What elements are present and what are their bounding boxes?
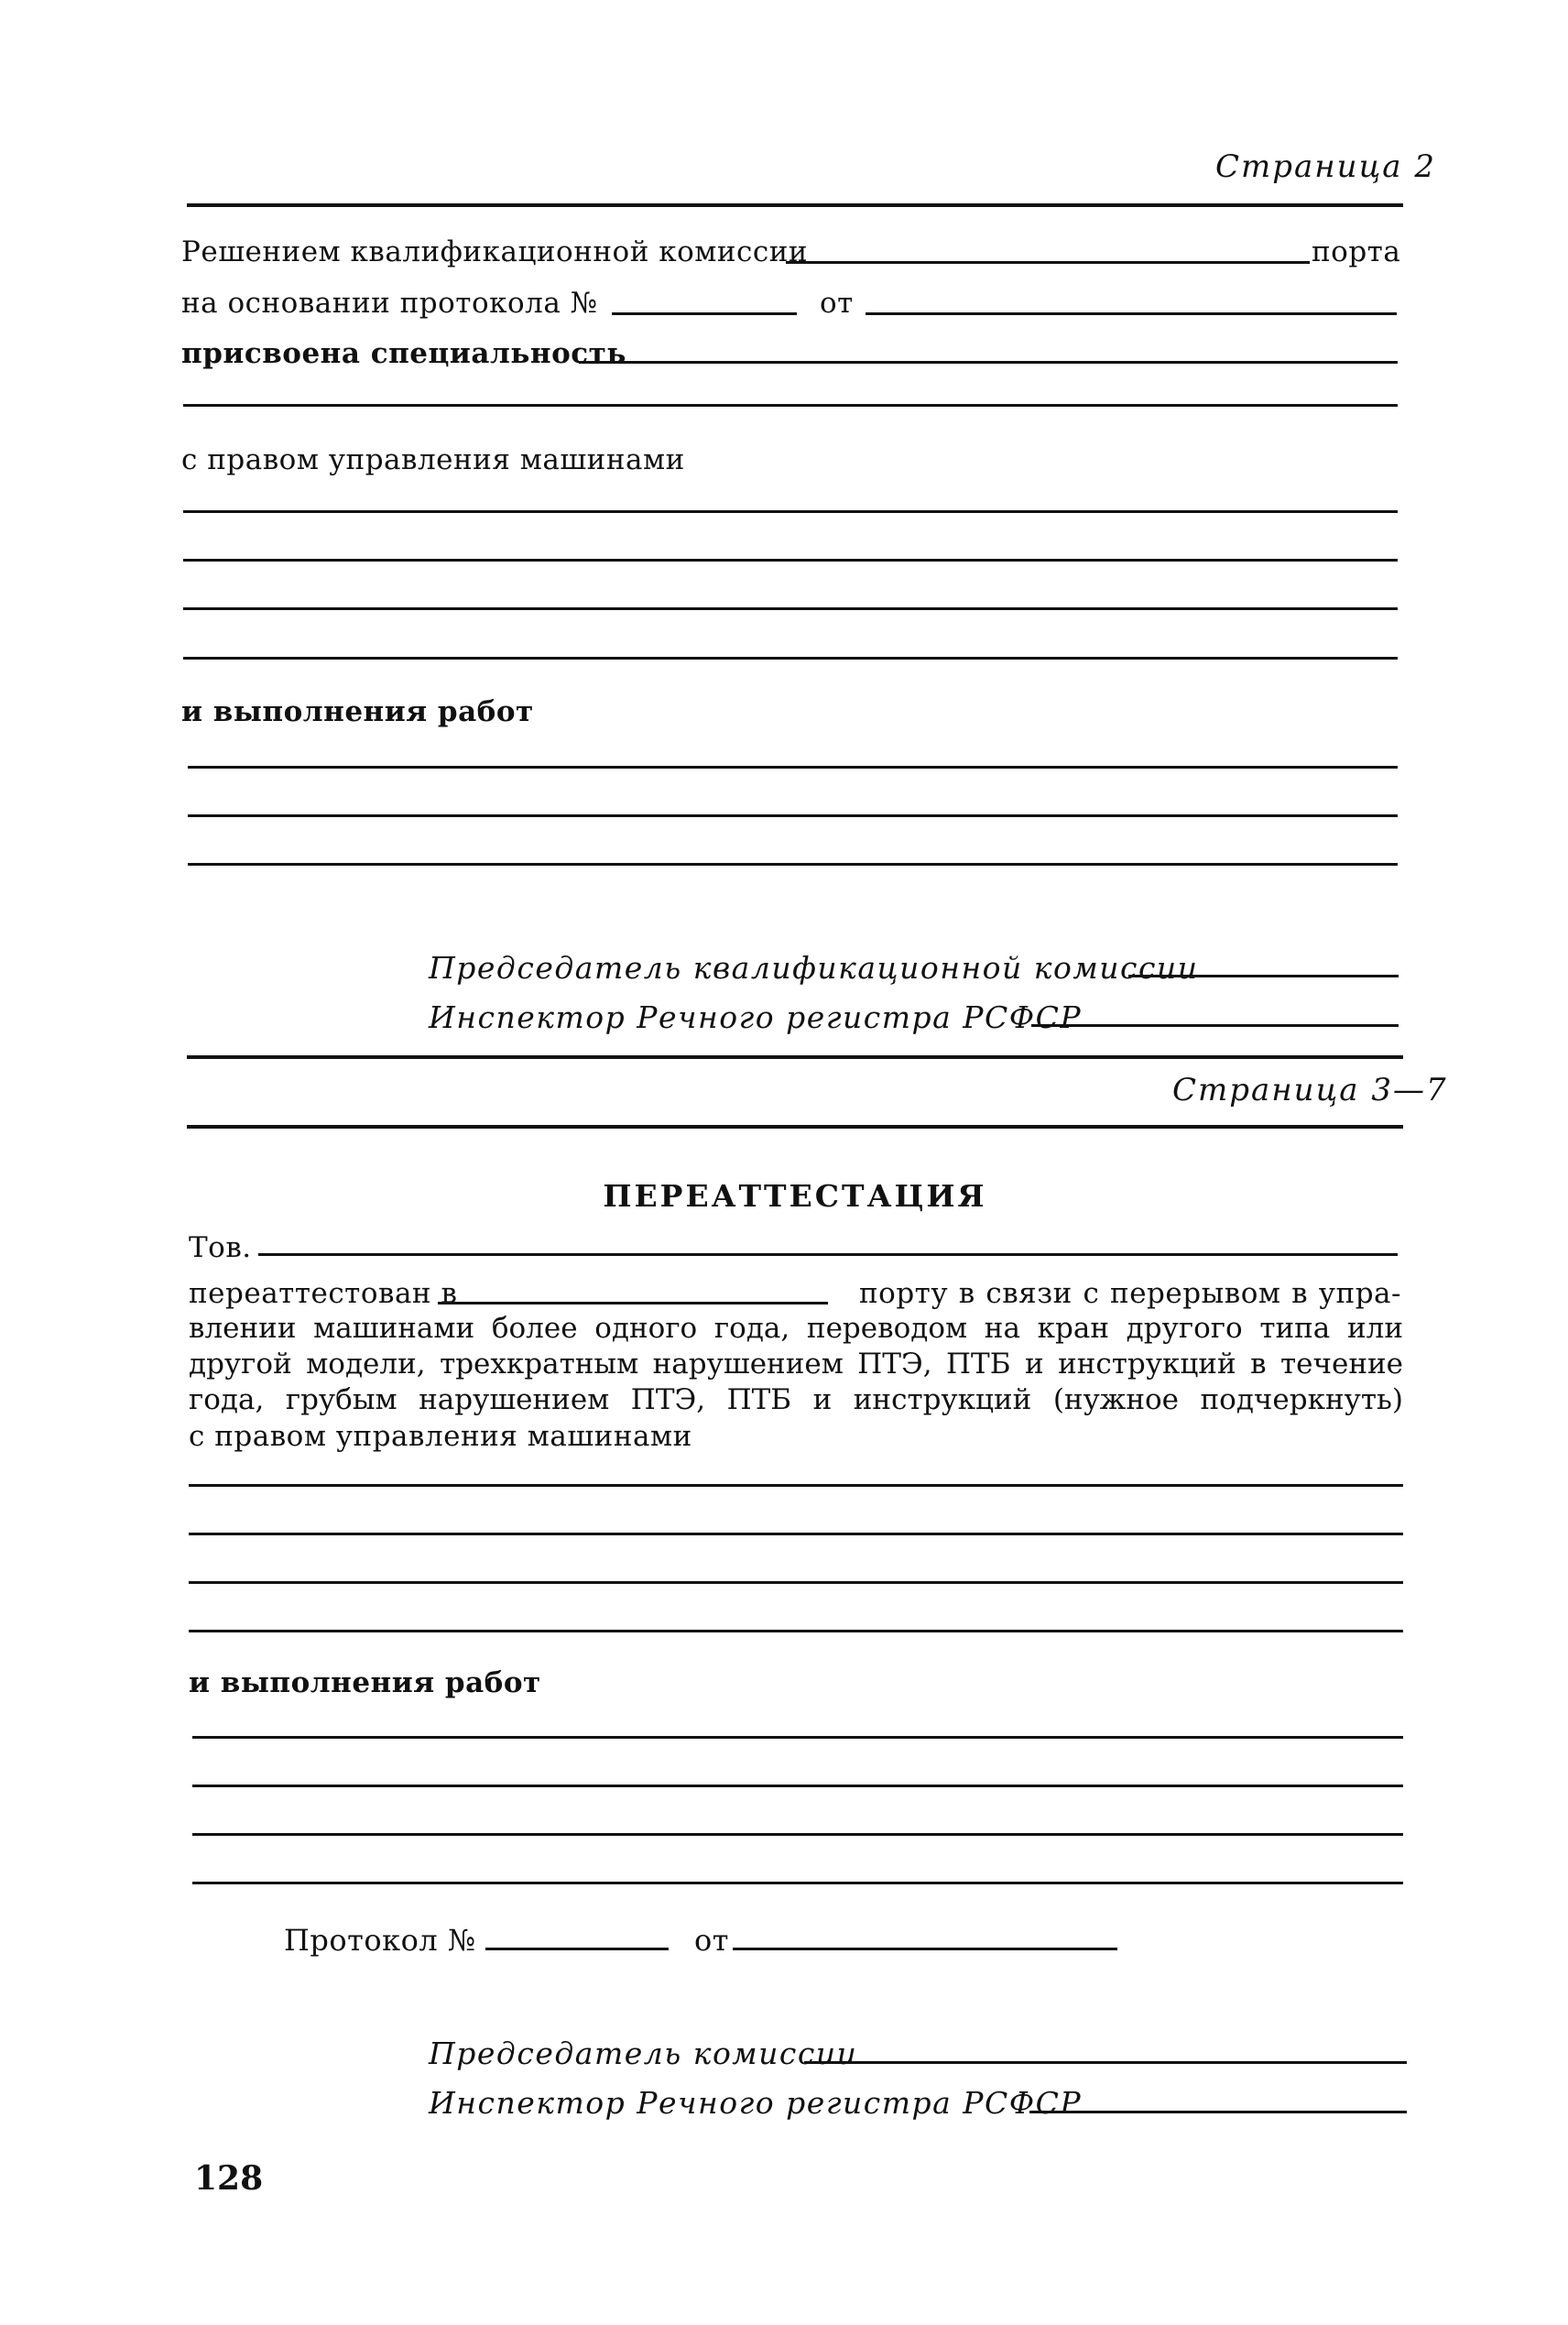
specialty-field[interactable] (579, 361, 1398, 364)
comrade-label: Тов. (189, 1231, 252, 1264)
reattestation-rights-label: с правом управления машинами (189, 1420, 692, 1453)
inspector-label: Инспектор Речного регистра РСФСР (429, 999, 1083, 1035)
reattestation-chairman-signature-field[interactable] (804, 2061, 1407, 2064)
divider-rule (187, 1125, 1403, 1129)
works-label: и выполнения работ (181, 695, 534, 728)
reattestation-paragraph-line-2: другой модели, трехкратным нарушением ПТЭ, ПТБ и инструкций в течение (189, 1348, 1403, 1381)
reattestation-rights-line-4[interactable] (189, 1630, 1403, 1632)
works-line-1[interactable] (188, 766, 1398, 769)
divider-rule (187, 203, 1403, 207)
reattestation-paragraph-line-1: влении машинами более одного года, переводом на кран другого типа или (189, 1312, 1403, 1345)
reattestation-works-line-2[interactable] (192, 1785, 1403, 1787)
machine-rights-line-1[interactable] (183, 510, 1398, 513)
works-line-3[interactable] (188, 863, 1398, 866)
page-2-header: Страница 2 (1215, 148, 1437, 185)
reattestation-protocol-date-field[interactable] (733, 1948, 1117, 1950)
specialty-label: присвоена специальность (181, 337, 626, 370)
reattestation-works-line-4[interactable] (192, 1882, 1403, 1884)
commission-decision-label: Решением квалификационной комиссии (181, 235, 809, 268)
commission-chairman-label: Председатель квалификационной комиссии (429, 950, 1199, 986)
page-number: 128 (194, 2159, 264, 2198)
works-line-2[interactable] (188, 814, 1398, 817)
reattestation-inspector-label: Инспектор Речного регистра РСФСР (429, 2085, 1083, 2121)
port-connection-text: порту в связи с перерывом в упра- (859, 1277, 1401, 1310)
reattestation-rights-line-1[interactable] (189, 1484, 1403, 1487)
inspector-signature-field[interactable] (1031, 1024, 1399, 1027)
reattestation-title: ПЕРЕАТТЕСТАЦИЯ (603, 1178, 987, 1214)
machine-rights-line-4[interactable] (183, 657, 1398, 660)
reattestation-inspector-signature-field[interactable] (1029, 2111, 1407, 2113)
divider-rule (187, 1055, 1403, 1059)
protocol-number-field[interactable] (612, 312, 797, 315)
reattestation-chairman-label: Председатель комиссии (429, 2036, 858, 2071)
port-label: порта (1312, 235, 1401, 268)
reattestation-paragraph-line-3: года, грубым нарушением ПТЭ, ПТБ и инструкций (нужное подчеркнуть) (189, 1383, 1403, 1416)
from-label: от (820, 287, 854, 320)
reattestation-works-line-1[interactable] (192, 1736, 1403, 1739)
reattestation-rights-line-3[interactable] (189, 1581, 1403, 1584)
protocol-date-field[interactable] (866, 312, 1397, 315)
reattestation-rights-line-2[interactable] (189, 1533, 1403, 1535)
protocol-from-label: от (694, 1923, 729, 1958)
machine-rights-line-3[interactable] (183, 607, 1398, 610)
reattested-in-label: переаттестован в (189, 1277, 458, 1310)
chairman-signature-field[interactable] (1128, 975, 1399, 977)
port-name-field[interactable] (786, 261, 1310, 264)
machine-rights-line-2[interactable] (183, 559, 1398, 562)
page-3-7-header: Страница 3—7 (1172, 1072, 1448, 1108)
specialty-field-continuation[interactable] (183, 404, 1398, 407)
reattestation-works-line-3[interactable] (192, 1833, 1403, 1836)
reattestation-works-label: и выполнения работ (189, 1666, 541, 1699)
reattestation-port-field[interactable] (438, 1302, 828, 1304)
protocol-label: Протокол № (284, 1923, 476, 1958)
comrade-name-field[interactable] (258, 1253, 1398, 1256)
protocol-basis-label: на основании протокола № (181, 287, 598, 320)
reattestation-protocol-number-field[interactable] (485, 1948, 669, 1950)
machine-rights-label: с правом управления машинами (181, 443, 685, 476)
